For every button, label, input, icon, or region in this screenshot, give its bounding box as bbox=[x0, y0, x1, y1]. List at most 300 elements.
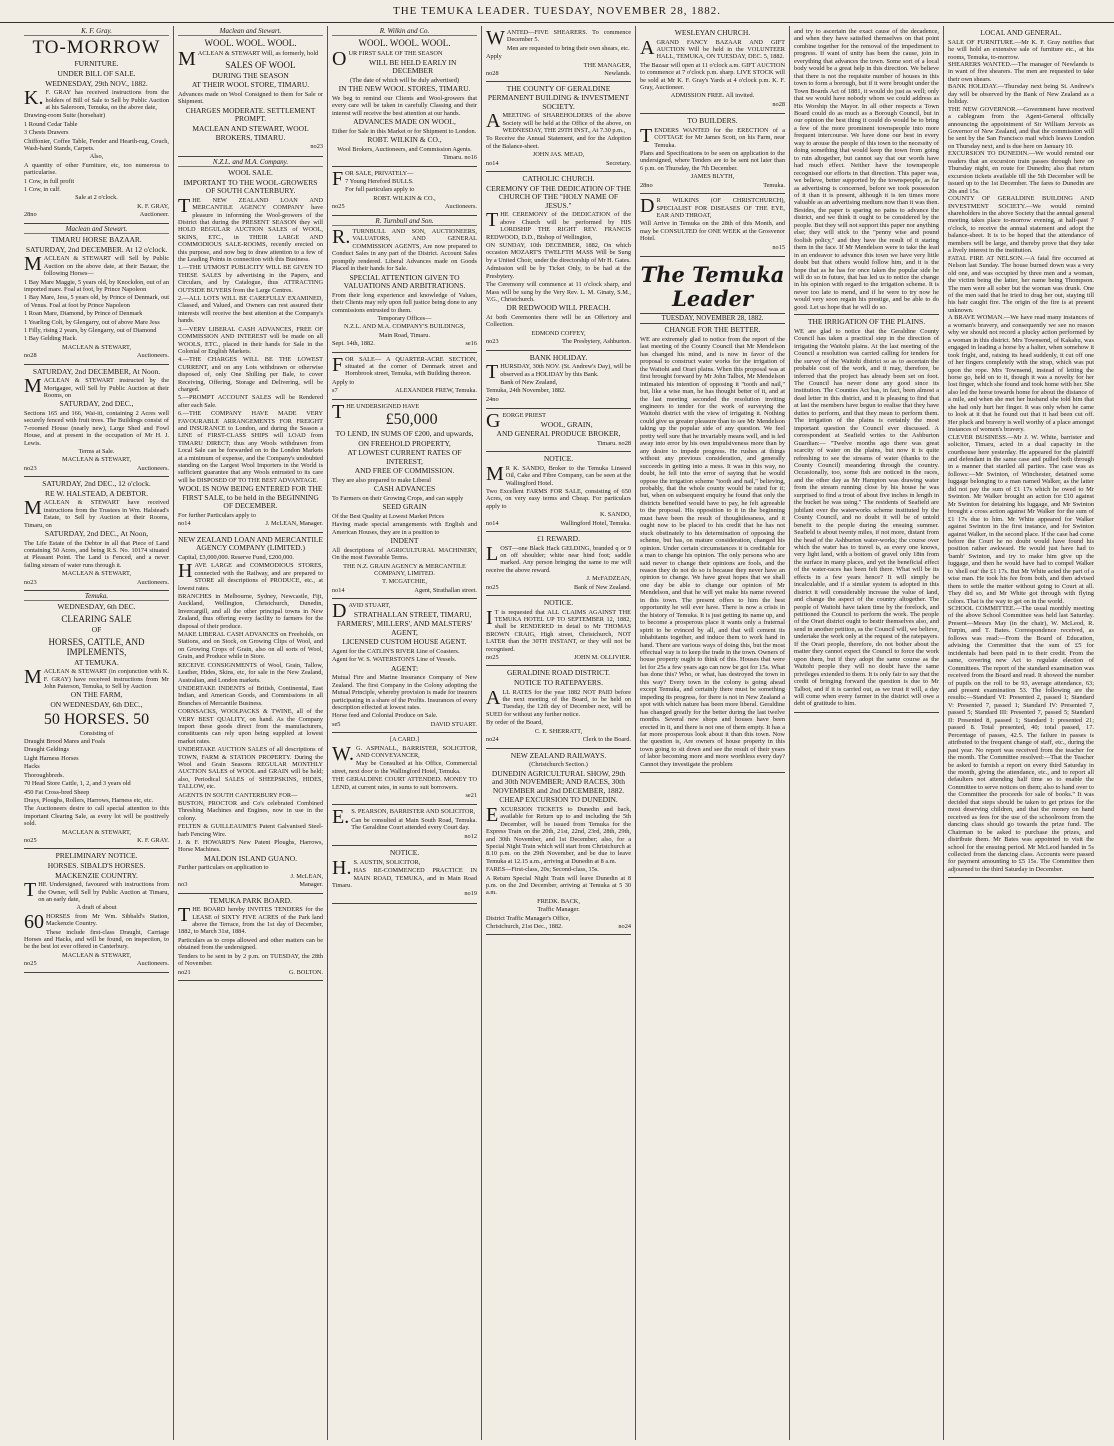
text-line bbox=[486, 354, 631, 363]
ad-reference: no23 bbox=[24, 464, 37, 472]
text-line bbox=[332, 38, 477, 48]
column-6 bbox=[790, 26, 944, 1440]
advertisement-block bbox=[178, 157, 323, 533]
line-text: CEREMONY OF THE DEDICATION OF THE CHURCH OF THE "HOLY NAME OF JESUS." bbox=[486, 183, 631, 210]
line-text: All descriptions of AGRICULTURAL MACHINERY, On the most Favorable Terms. bbox=[332, 546, 477, 562]
line-text: WEDNESDAY, 29th NOV., 1882. bbox=[45, 78, 148, 88]
ad-signatory: Wallingford Hotel, Temuka. bbox=[560, 519, 631, 527]
text-line bbox=[178, 746, 323, 790]
section-rule bbox=[794, 314, 939, 315]
advertisement-block bbox=[332, 167, 477, 216]
text-line bbox=[948, 106, 1094, 151]
line-text: TO LEND, IN SUMS OF £200, and upwards, bbox=[335, 428, 474, 438]
ad-signatory: Auctioneers. bbox=[137, 352, 169, 360]
line-text: IN THE NEW WOOL STORES, TIMARU. bbox=[338, 84, 471, 94]
text-line bbox=[332, 379, 477, 386]
text-line bbox=[332, 136, 477, 145]
text-line bbox=[486, 242, 631, 264]
text-line bbox=[24, 327, 169, 334]
ad-signatory: G. BOLTON. bbox=[288, 968, 323, 976]
line-text: NEW ZEALAND LOAN AND MERCANTILE AGENCY COMPANY (LIMITED.) bbox=[178, 534, 323, 553]
text-line bbox=[332, 503, 477, 512]
drop-capital: H. bbox=[332, 856, 352, 879]
text-line bbox=[486, 151, 631, 158]
ad-reference: no28 bbox=[24, 352, 37, 360]
text-line bbox=[178, 179, 323, 196]
text-line bbox=[486, 265, 631, 280]
ad-reference: no14 bbox=[486, 519, 499, 527]
advertisement-block bbox=[486, 82, 631, 172]
text-line bbox=[486, 85, 631, 111]
text-line bbox=[24, 614, 169, 624]
line-text: XCURSION TICKETS to Dunedin and back, available for Return up to and including the 5th December, will be issued from Temuka for the Express Train on the 20th, 21st, 22nd, 23rd, 28th, 29th, and 30th November, and 1st December; also, for a Special Night Train which will start from Christchurch at 8.10 p.m. on the 29th November, and be due to leave Temuka at 12.15 a.m., arriving at Dunedin at 8 a.m. bbox=[486, 805, 631, 865]
line-text: Apply bbox=[486, 53, 502, 61]
text-line bbox=[24, 70, 169, 79]
column-1 bbox=[20, 26, 174, 1440]
line-text: Bank of New Zealand, bbox=[500, 378, 558, 386]
ad-signatory: Newlands. bbox=[604, 70, 631, 78]
text-line bbox=[178, 410, 323, 484]
ad-signatory: J. McLEAN, Manager. bbox=[265, 520, 323, 528]
text-line bbox=[486, 906, 631, 913]
text-line bbox=[178, 125, 323, 142]
line-text: Wool Brokers, Auctioneers, and Commission Agents. bbox=[337, 145, 472, 153]
line-text: Also, bbox=[89, 153, 104, 161]
advertisement-block bbox=[332, 805, 477, 846]
text-line bbox=[332, 195, 477, 202]
text-line bbox=[332, 674, 477, 711]
signature-line bbox=[486, 520, 631, 527]
line-text: They are also prepared to make Liberal bbox=[332, 476, 431, 484]
advertisement-block bbox=[178, 533, 323, 894]
text-line bbox=[332, 665, 477, 674]
line-text: HE UNDERSIGNED HAVE bbox=[346, 402, 420, 410]
text-line bbox=[486, 915, 631, 922]
text-line bbox=[332, 833, 477, 840]
line-text: 6.—THE COMPANY HAVE MADE VERY FAVOURABLE ARRANGEMENTS FOR FREIGHT and INSURANCE to London, and during the Season a LINE of FIRST-CLASS SHIPS will LOAD from TIMARU DIRECT; thus any Wools withdrawn from Local Sale can be forwarded on to the London Markets at a minimum of expense, and the Company's undoubted standing on the Largest Wool Importers in the World is sufficient guarantee that any Wools entrusted to its care will be DISPOSED OF TO THE BEST ADVANTAGE. bbox=[178, 410, 323, 484]
text-line bbox=[332, 521, 477, 536]
line-text: SATURDAY, 2nd DECEMBER, At Noon. bbox=[32, 366, 161, 376]
drop-capital: M bbox=[178, 48, 196, 71]
line-text: Two Excellent FARMS FOR SALE, consisting of 650 Acres, on very easy terms and Cheap. For particulars apply to bbox=[486, 487, 631, 510]
text-line bbox=[640, 173, 785, 180]
text-line bbox=[178, 485, 323, 511]
text-line bbox=[24, 480, 169, 489]
advertisement-block bbox=[178, 894, 323, 981]
line-text: NOTICE. bbox=[389, 848, 420, 858]
ad-reference: 28no bbox=[640, 181, 653, 189]
line-text: AT TEMUKA. bbox=[74, 657, 119, 667]
line-text: MACKENZIE COUNTRY. bbox=[55, 870, 138, 880]
drop-capital: M bbox=[24, 253, 42, 276]
text-line bbox=[178, 194, 323, 264]
line-text: The Bazaar will open at 11 o'clock a.m. GIFT AUCTION to commence at 7 o'clock p.m. sharp. LIVE STOCK will be sold at Mr K. F. Gray's Yards at 4 o'clock p.m. K. F. Gray, Auctioneer. bbox=[640, 61, 785, 92]
line-text: 1 Roan Mare, Diamond, by Prince of Denmark bbox=[24, 310, 143, 318]
line-text: HE BOARD hereby INVITES TENDERS for the LEASE of SIXTY FIVE ACRES of the Park land above the Terrace, from the 1st day of December, 1882, to March 31st, 1884. bbox=[178, 906, 323, 936]
ad-signatory: Temuka. bbox=[763, 181, 785, 189]
advertisement-block bbox=[486, 452, 631, 532]
text-line bbox=[332, 648, 477, 655]
text-line bbox=[332, 638, 477, 647]
text-line bbox=[332, 578, 477, 585]
text-line bbox=[486, 875, 631, 897]
text-line bbox=[948, 61, 1094, 83]
text-line bbox=[640, 244, 785, 251]
line-text: (The date of which will be duly advertised) bbox=[350, 77, 459, 84]
line-text: no15 bbox=[772, 243, 785, 251]
line-text: BUSTON, PROCTOR and Co's celebrated Combined Threshing Machines and Engines, now in use in the colony. bbox=[178, 800, 323, 822]
line-text: From their long experience and knowledge of Values, their Clients may rely upon full justice being done to any commissions entrusted to them. bbox=[332, 291, 477, 314]
text-line bbox=[486, 866, 631, 873]
line-text: 1 Bay Mare, Jess, 5 years old, by Prince of Denmark, out of Venus. Foal at foot by Prince Napoleon bbox=[24, 294, 169, 309]
ad-reference: no14 bbox=[332, 586, 345, 594]
line-text: R K. SANDO, Broker to the Temuka Linseed Oil, Cake and Fibre Company, can be seen at the Wallingford Hotel. bbox=[505, 464, 631, 487]
line-text: WOOL. WOOL. WOOL. bbox=[204, 38, 297, 49]
text-line bbox=[178, 394, 323, 409]
ad-signatory: Manager. bbox=[299, 881, 323, 889]
ad-reference: no25 bbox=[332, 203, 345, 211]
text-line bbox=[486, 45, 631, 52]
text-line bbox=[332, 867, 477, 889]
text-line bbox=[24, 570, 169, 577]
line-text: May be Consulted at his Office, Commercial street, next door to the Wallingford Hotel, Temuka. bbox=[332, 760, 477, 775]
line-text: HAS RE-COMMENCED PRACTICE IN MAIN ROAD, TEMUKA, and in Main Road Timaru. bbox=[332, 867, 477, 889]
signature-line bbox=[24, 837, 169, 844]
drop-capital: O bbox=[332, 48, 347, 71]
text-line bbox=[24, 659, 169, 668]
advertisement-block bbox=[486, 666, 631, 748]
line-text: S. AUSTIN, SOLICITOR, bbox=[353, 858, 421, 866]
advertisement-block bbox=[640, 194, 785, 257]
text-line bbox=[24, 194, 169, 201]
text-line bbox=[178, 873, 323, 880]
line-text: For full particulars apply to bbox=[345, 186, 415, 194]
signature-line bbox=[178, 881, 323, 888]
line-text: Drawing-room Suite (horsehair) bbox=[24, 112, 106, 120]
drop-capital: I bbox=[486, 606, 493, 629]
text-line bbox=[332, 146, 477, 153]
ad-signatory: The Presbytery, Ashburton. bbox=[562, 338, 631, 346]
line-text: UR FIRST SALE OF THE SEASON bbox=[348, 50, 443, 58]
drop-capital: F bbox=[332, 167, 344, 190]
line-text: MACLEAN & STEWART, bbox=[62, 343, 131, 351]
line-text: and try to ascertain the exact cause of the decadence, and when they have satisfied themselves on that point combine together for the removal of the impediment to progress. If want of unity has been the cause, join in everything that advances the town. Some sort of a local body would be a great help in this direction. We believe that there is not the requisite number of houses in this town to form a borough, but if it were brought under the Town Boards Act of 1881, it would do just as well; only that we would have nobody whom we could address as His Worship the Mayor. In all other respects a Town Board could do as much as a Borough Council, but in our opinion the best thing it could do would be to bring a few of the more prominent townspeople into more frequent intercourse. We have done our best in every way to arouse the people of this town to the necessity of doing something that would keep the town from going to ruin altogether, but cannot say that our words have had much effect. Neither have the townspeople recognised our efforts in that direction. This paper was, we believe, better supported by the townspeople, as far as advertising is concerned, before we took possession of it than it is present, although it is ten times more valuable as an advertising medium now than it was then. Besides, the paper is sparing no pains to advance the district, and we think it ought to be considered by the people. But they will not support this paper nor anything else; they will stick to the "penny wise and pound foolish policy," and they have the result of it staring them in the face. If Mr Mendelson were to take the lead in an endeavor to advance this town we have very little doubt but that others would follow him, and it is the hope that as he has for once taken the popular side he will do so in future, that has led us to notice the change in his opinion with regard to the irrigation scheme. It is never too late to mend, and if he were to try now he would very soon regain his prestige, and be able to do good. Let us hope that he will do so. bbox=[794, 28, 939, 311]
text-line bbox=[24, 772, 169, 779]
text-line bbox=[640, 150, 785, 172]
text-line bbox=[24, 789, 169, 796]
ad-signatory: Timaru. no16 bbox=[442, 154, 477, 162]
line-text: N.Z.L. AND M.A. COMPANY'S BUILDINGS, bbox=[344, 323, 465, 331]
ad-reference: no3 bbox=[178, 881, 188, 889]
line-text: SCHOOL COMMITTEE.—The usual monthly meeting of the above School Committee was held last Saturday. Present—Messrs May (in the chair), W. McLeod, R. Turpin, and T. Bates. Correspondence received, as follows was read:—From the Board of Education, advising the Committee that the sum of £5 for incidentals had been paid in to their credit. From the same, covering new Act to regulate election of Committees. The report of the standard examination was received from the Board and read. It showed the number of pupils on the roll to be 93, average attendance, 63; and present examination 53. The following are the results:—Standard VI: Presented 2, passed 1; Standard V: Presented 7, passed 1; Standard IV: Presented 7, passed 5; Standard III: Presented 7, passed 5; Standard II: Presented 8, passed 1; Standard I: presented 21; passed 8. Total presented, 40; total passed, 17. Percentage of passes, 42.5. The failure in passes is attributed to the frequent change of staff, etc., during the past year. No report was received from the teacher for the month. The Committee resolved:—That the Teacher be asked to furnish a report on every third Saturday in the month, giving the attendance, etc., and to report all defaulters not attending half time so to enable the Committee to serve notices on them; also to hand over to the Committee the proceeds for sale of books." It was decided that steps should be taken to get prizes for the most deserving children, and that the money on hand received as fees for the use of the schoolroom from the dancing class should go towards the prize fund. The Chairman to be asked to purchase the prizes, and distribute them. Mr Bates was appointed to visit the school for the ensuing period. Mr McLeod handed in 5s collected from the dancing class. Accounts were passed for payment amounting to £5 15s. The Committee then adjourned to the third Saturday in December. bbox=[948, 605, 1094, 873]
text-line bbox=[486, 396, 631, 403]
drop-capital: K. bbox=[24, 87, 44, 110]
signature-line bbox=[640, 182, 785, 189]
text-line bbox=[24, 805, 169, 827]
ad-heading: Maclean and Stewart. bbox=[24, 226, 169, 234]
text-line bbox=[178, 326, 323, 356]
line-text: Light Harness Horses bbox=[24, 754, 79, 762]
drop-capital: H bbox=[178, 560, 193, 583]
page-masthead: THE TEMUKA LEADER. TUESDAY, NOVEMBER 28, 1882. bbox=[0, 0, 1114, 23]
drop-capital: M bbox=[24, 666, 42, 689]
text-line bbox=[178, 906, 323, 936]
line-text: Sections 165 and 166, Wai-iti, containing 2 Acres well securely fenced with fruit trees. The Buildings consist of 7-roomed House (nearly new), Large Shed and Fowl House, and at present in the occupation of Mr H. J. Lewis. bbox=[24, 409, 169, 447]
line-text: AND GENERAL PRODUCE BROKER, bbox=[496, 429, 621, 439]
text-line bbox=[24, 456, 169, 463]
text-line bbox=[24, 701, 169, 710]
line-text: J. & F. HOWARD'S New Patent Ploughs, Harrows, Horse Machines. bbox=[178, 839, 323, 854]
text-line bbox=[640, 117, 785, 126]
ad-signatory: Auctioneers. bbox=[445, 203, 477, 211]
drop-capital: A bbox=[486, 686, 501, 709]
line-text: ADVANCES MADE ON WOOL, bbox=[353, 117, 456, 127]
signature-line bbox=[486, 654, 631, 661]
line-text: SHEARERS WANTED.—The manager of Newlands is in want of five shearers. The men are requested to take their own shears. bbox=[948, 60, 1094, 83]
text-line bbox=[486, 752, 631, 761]
line-text: ON SUNDAY, 10th DECEMBER, 1882, On which occasion MOZART'S TWELFTH MASS Will be Sung by a United Choir, under the directorship of Mr H. Gates. bbox=[486, 242, 631, 264]
text-line bbox=[486, 135, 631, 150]
ad-heading: Temuka. bbox=[24, 593, 169, 601]
text-line bbox=[24, 129, 169, 136]
text-line bbox=[178, 593, 323, 630]
advertisement-block bbox=[332, 846, 477, 904]
line-text: DUNEDIN AGRICULTURAL SHOW, 29th and 30th NOVEMBER; AND RACES, 30th NOVEMBER and 2nd DECEMBER, 1882. bbox=[491, 768, 626, 795]
text-line bbox=[332, 712, 477, 719]
line-text: HE NEW ZEALAND LOAN AND MERCANTILE AGENCY COMPANY have pleasure in informing the Wool-growers of the District that during the PRESENT SEASON they will HOLD REGULAR AUCTION SALES of WOOL, SKINS, ETC., in THEIR LARGE AND COMMODIOUS SALE-ROOMS, recently erected on this purpose, and now beg to draw attention to a few of the Leading Points in connection with this Business. bbox=[178, 196, 323, 264]
ad-signatory: Auctioneer. bbox=[139, 211, 169, 219]
text-line bbox=[332, 228, 477, 272]
line-text: HORSES, CATTLE, AND IMPLEMENTS, bbox=[48, 636, 145, 657]
text-line bbox=[486, 330, 631, 337]
text-line bbox=[24, 368, 169, 377]
line-text: Plans and Specifications to be seen on application to the undersigned, where Tenders are to be sent not later than 6 p.m. on Thursday, the 7th December. bbox=[640, 150, 785, 172]
text-line bbox=[948, 150, 1094, 195]
text-line bbox=[178, 855, 323, 864]
ad-signatory: Bank of New Zealand. bbox=[573, 583, 631, 591]
line-text: Drays, Ploughs, Rollers, Harrows, Harness etc, etc. bbox=[24, 796, 154, 804]
line-text: 1 Round Cedar Table bbox=[24, 120, 78, 128]
text-line bbox=[948, 39, 1094, 61]
drop-capital: D bbox=[332, 600, 347, 623]
text-line bbox=[178, 685, 323, 707]
text-line bbox=[486, 542, 631, 575]
text-line bbox=[486, 679, 631, 688]
line-text: WESLEYAN CHURCH. bbox=[674, 28, 751, 37]
drop-capital: E bbox=[486, 803, 499, 826]
text-line bbox=[24, 138, 169, 153]
line-text: F. GRAY has received instructions from the holders of Bill of Sale to Sell by Public Auction at his Saleroom, Temuka, on the above date, bbox=[45, 89, 169, 111]
text-line bbox=[178, 91, 323, 106]
text-line bbox=[24, 540, 169, 570]
text-line bbox=[486, 421, 631, 430]
text-line bbox=[486, 112, 631, 134]
drop-capital: E. bbox=[332, 806, 350, 829]
text-line bbox=[24, 112, 169, 119]
signature-line bbox=[486, 923, 631, 930]
text-line bbox=[24, 448, 169, 455]
text-line bbox=[24, 904, 169, 911]
line-text: TO-MORROW bbox=[32, 37, 161, 59]
text-line bbox=[24, 668, 169, 690]
drop-capital: M bbox=[24, 375, 42, 398]
text-line bbox=[24, 730, 169, 737]
text-line bbox=[24, 881, 169, 903]
text-line bbox=[24, 852, 169, 861]
line-text: CORNSACKS, WOOLPACKS & TWINE, all of the VERY BEST QUALITY, on hand. As the Company import these goods direct from the manufacturers, constituents can rely upon being supplied at lowest market rates. bbox=[178, 708, 323, 745]
text-line bbox=[178, 38, 323, 48]
advertisement-block bbox=[640, 114, 785, 194]
ad-reference: no23 bbox=[24, 578, 37, 586]
line-text: BANK HOLIDAY.—Thursday next being St. Andrew's day will be observed by the Bank of New Zealand as a holiday. bbox=[948, 83, 1094, 106]
text-line bbox=[486, 606, 631, 653]
text-line bbox=[486, 761, 631, 768]
text-line bbox=[332, 485, 477, 494]
text-line bbox=[332, 513, 477, 520]
line-text: ACLEAN & STEWART will Sell by Public Auction on the above date, at their Bazaar, the following Horses— bbox=[43, 255, 169, 278]
line-text: By order of the Board, bbox=[486, 719, 543, 727]
text-line bbox=[24, 691, 169, 700]
text-line bbox=[332, 477, 477, 484]
line-text: UNDER BILL OF SALE. bbox=[57, 69, 136, 78]
line-text: (Christchurch Section.) bbox=[529, 761, 588, 769]
line-text: Main Road, Timaru. bbox=[378, 331, 431, 339]
line-text: CHEAP EXCURSION TO DUNEDIN. bbox=[499, 795, 618, 805]
signature-line bbox=[332, 587, 477, 594]
line-text: NOTICE. bbox=[543, 454, 574, 464]
line-text: SATURDAY, 2nd DEC., 12 o'clock. bbox=[42, 479, 151, 489]
text-line bbox=[24, 797, 169, 804]
text-line bbox=[332, 59, 477, 76]
line-text: DURING THE SEASON bbox=[212, 70, 289, 80]
line-text: SEED GRAIN bbox=[382, 502, 427, 512]
line-text: £1 REWARD. bbox=[537, 534, 580, 543]
ad-reference: 28no bbox=[24, 211, 37, 219]
advertisement-block bbox=[332, 26, 477, 167]
text-line bbox=[332, 128, 477, 135]
signature-line bbox=[486, 338, 631, 345]
signature-line bbox=[486, 736, 631, 743]
text-line bbox=[24, 603, 169, 612]
text-line bbox=[332, 776, 477, 791]
text-line bbox=[332, 178, 477, 185]
line-text: CHANGE FOR THE BETTER. bbox=[664, 325, 761, 335]
line-text: no23 bbox=[310, 143, 323, 151]
line-text: CLEVER BUSINESS.—Mr J. W. White, barrister and solicitor, Timaru, acted in a dual capacity in the courthouse here yesterday. He appeared for the plaintiff and defendant in the same case and pulled both through in a manner that startled all parties. The case was as follows:—Mr Swinton, of Winchester, detained some luggage belonging to a man named Walker, as the latter did not pay the sum of £1 17s which he owed to Mr Swinton. Mr Walker brought an action for £10 against Mr Swinton for detaining his luggage, and Mr Swinton brought a cross action against Mr Walker for the sum of £1 17s due to him. Mr White appeared for Walker against Swinton in the first instance, and for Swinton against Walker, in the second place. If the case had come before the Court he no doubt would have found his position rather awkward. He would just have had to 'bamb' Swinton, and try to make him give up the luggage, and then he would have had to compel Walker to 'shell out' the £1 17s. But Mr White acted the part of a wise man. He took his fee from both, and then advised them to settle the matter without going to Court at all. They did so, and Mr White got through with flying colors. That is the way to get on in the world. bbox=[948, 433, 1094, 605]
signature-line bbox=[332, 154, 477, 161]
text-line bbox=[486, 511, 631, 518]
text-line bbox=[332, 118, 477, 127]
line-text: ANTED—FIVE SHEARERS. To commence December 5. bbox=[506, 29, 631, 44]
line-text: Terms at Sale. bbox=[78, 448, 115, 455]
ad-reference: no25 bbox=[24, 960, 37, 968]
line-text: Of the Best Quality at Lowest Market Prices bbox=[332, 512, 445, 520]
drop-capital: F bbox=[332, 353, 344, 376]
ad-reference: no25 bbox=[486, 654, 499, 662]
line-text: The Auctioneers desire to call special attention to this important Clearing Sale, as every lot will be positively sold. bbox=[24, 805, 169, 828]
signature-line bbox=[486, 440, 631, 447]
ad-reference: no25 bbox=[486, 583, 499, 591]
text-line bbox=[24, 929, 169, 951]
text-line bbox=[24, 294, 169, 309]
text-line bbox=[24, 89, 169, 111]
line-text: RE W. HALSTEAD, A DEBTOR. bbox=[45, 488, 148, 498]
text-line bbox=[640, 62, 785, 92]
line-text: 3.—VERY LIBERAL CASH ADVANCES, FREE OF COMMISSION AND INTEREST will be made on all WOOLS, ETC., placed in their hands for Sale in the Colonial or English Markets. bbox=[178, 325, 323, 355]
ad-signatory: ALEXANDER FREW, Temuka. bbox=[395, 387, 477, 395]
text-line bbox=[486, 211, 631, 241]
line-text: CHARGES MODERATE. SETTLEMENT PROMPT. bbox=[185, 105, 316, 124]
text-line bbox=[178, 792, 323, 799]
ad-reference: no25 bbox=[24, 836, 37, 844]
text-line bbox=[24, 255, 169, 277]
line-text: THE GERALDINE COURT ATTENDED. MONEY TO LEND, at current rates, in sums to suit borrowers. bbox=[332, 776, 477, 791]
line-text: We beg to remind our Clients and Wool-growers that every care will be taken in carefully Classing and their interest will receive the best attention at our hands. bbox=[332, 95, 477, 117]
line-text: AVE LARGE and COMMODIOUS STORES, connected with the Railway, and are prepared to STORE all descriptions of PRODUCE, etc., at lowest rates. bbox=[178, 562, 323, 592]
signature-line bbox=[178, 520, 323, 527]
ad-signatory: Clerk to the Board. bbox=[582, 736, 631, 744]
advertisement-block bbox=[486, 172, 631, 350]
text-line bbox=[640, 124, 785, 149]
line-text: FATAL FIRE AT NELSON.—A fatal fire occurred at Nelson last Sunday. The house burned down was a very old one, and was occupied by three men and a woman, the victim being the latter, her name being Thompson. The men were all sober but the woman was drunk. One of the men said that he tried to drag her out, staying till his hair caught fire. The origin of the fire is at present unknown. bbox=[948, 254, 1094, 314]
line-text: The Ceremony will commence at 11 o'clock sharp, and Mass will be sung by the Very Rev. L. M. Ginaty, S.M., V.G., Christchurch. bbox=[486, 281, 631, 303]
ad-heading: R. Turnbull and Son. bbox=[332, 218, 477, 226]
text-line bbox=[178, 864, 323, 871]
line-text: Will Arrive in Temuka on the 28th of this Month, and may be CONSULTED for ONE WEEK at the Grosvenor Hotel. bbox=[640, 220, 785, 243]
line-text: TURNBULL AND SON, AUCTIONEERS, VALUATORS, AND GENERAL COMMISSION AGENTS, Are now prepared to Conduct Sales in any part of the District. Account Sales promptly rendered. Liberal Advances made on Goods Placed in their hands for Sale. bbox=[332, 228, 477, 273]
text-line bbox=[24, 319, 169, 326]
text-line bbox=[486, 535, 631, 544]
drop-capital: T bbox=[332, 400, 345, 423]
line-text: Chiffonier, Coffee Table, Fender and Hearth-rug, Couch, Wash-hand Stands, Carpets. bbox=[24, 137, 169, 153]
line-text: OR SALE— A QUARTER-ACRE SECTION, situated at the corner of Denmark street and Hornbrook street, Temuka, with Building thereon. bbox=[345, 355, 477, 378]
signature-line bbox=[178, 969, 323, 976]
signature-line bbox=[332, 721, 477, 728]
advertisement-block bbox=[332, 353, 477, 400]
ad-heading: R. Wilkin and Co. bbox=[332, 28, 477, 36]
line-text: MACLEAN & STEWART, bbox=[62, 570, 131, 578]
text-line bbox=[178, 81, 323, 90]
text-line bbox=[24, 60, 169, 69]
line-text: ENDERS WANTED for the ERECTION of a COTTAGE for Mr James Scott, on his Farm, near Temuka. bbox=[654, 126, 785, 149]
drop-capital: 60 bbox=[24, 910, 44, 933]
ad-signatory: Auctioneers. bbox=[137, 960, 169, 968]
line-text: MALDON ISLAND GUANO. bbox=[203, 853, 298, 863]
text-line bbox=[178, 823, 323, 838]
line-text: 1 Bay Gelding Hack. bbox=[24, 335, 78, 343]
signature-line bbox=[24, 579, 169, 586]
text-line bbox=[24, 499, 169, 529]
line-text: Sale at 2 o'clock. bbox=[75, 194, 118, 202]
line-text: JOHN JAS. MEAD, bbox=[532, 151, 585, 159]
column-3 bbox=[328, 26, 482, 1440]
line-text: TEMUKA PARK BOARD. bbox=[209, 895, 292, 905]
text-line bbox=[332, 537, 477, 546]
line-text: EORGE PRIEST bbox=[502, 412, 547, 420]
drop-capital: A bbox=[486, 110, 501, 133]
text-line bbox=[486, 379, 631, 386]
signature-line bbox=[332, 387, 477, 394]
line-text: SPECIAL ATTENTION GIVEN TO VALUATIONS AND ARBITRATIONS. bbox=[343, 272, 466, 291]
line-text: These include first-class Draught, Carriage Horses and Hacks, and will be found, on inspection, to be the best lot ever offered in Canterbury. bbox=[24, 928, 169, 951]
line-text: SATURDAY, 2nd DEC., bbox=[59, 399, 134, 409]
line-text: THE N.Z. GRAIN AGENCY & MERCANTILE COMPANY, LIMITED. bbox=[343, 562, 466, 577]
line-text: ON THE FARM, bbox=[70, 690, 123, 700]
line-text: PRELIMINARY NOTICE. bbox=[55, 851, 138, 861]
line-text: At both Ceremonies there will be an Offertory and Collection. bbox=[486, 313, 631, 329]
text-line bbox=[178, 562, 323, 592]
drop-capital: T bbox=[640, 124, 653, 147]
